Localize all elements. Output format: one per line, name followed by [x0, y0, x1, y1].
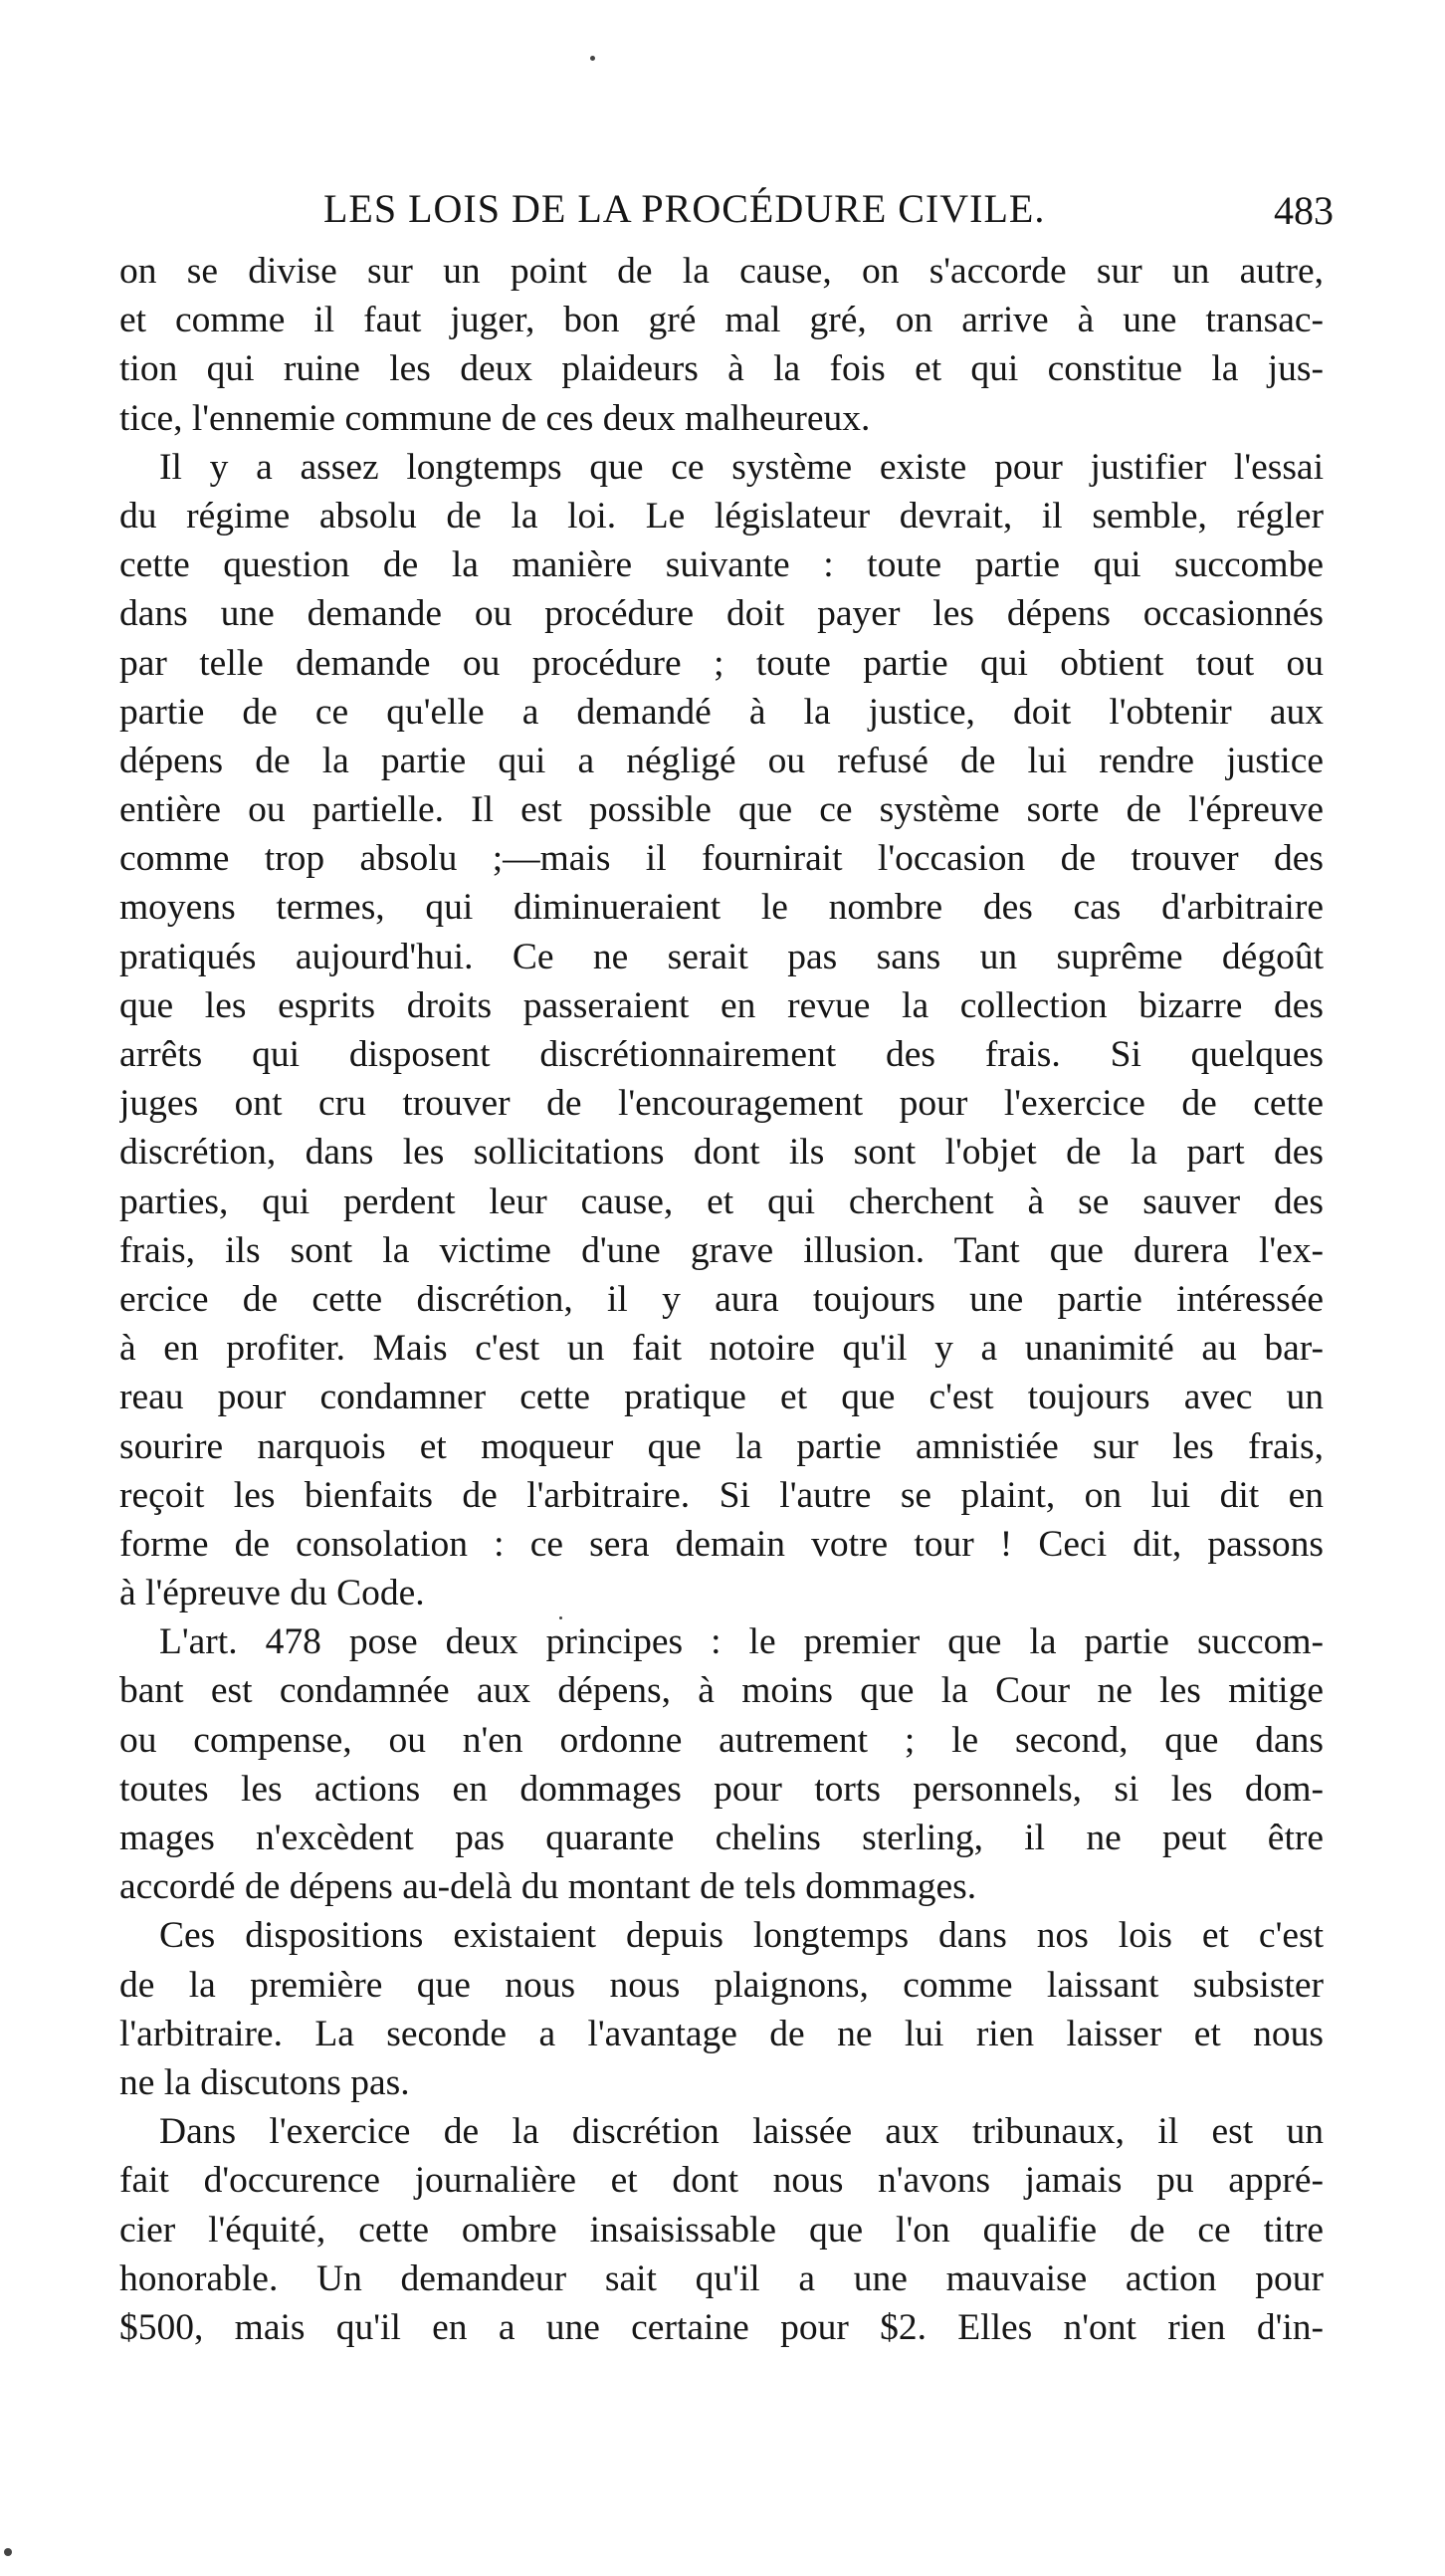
text-line: Il y a assez longtemps que ce système existe pour justifier l'essai	[159, 446, 1324, 488]
text-line: du régime absolu de la loi. Le législateur devrait, il semble, régler	[119, 495, 1324, 537]
text-line: L'art. 478 pose deux principes : le premier que la partie succom-	[159, 1621, 1324, 1663]
running-head	[119, 185, 1334, 241]
text-line: dans une demande ou procédure doit payer les dépens occasionnés	[119, 593, 1324, 635]
text-line: moyens termes, qui diminueraient le nombre des cas d'arbitraire	[119, 887, 1324, 929]
text-line: on se divise sur un point de la cause, on s'accorde sur un autre,	[119, 251, 1324, 292]
text-line: ercice de cette discrétion, il y aura toujours une partie intéressée	[119, 1278, 1324, 1320]
paragraph	[119, 1617, 1324, 1911]
text-body	[119, 247, 1324, 2352]
text-line: $500, mais qu'il en a une certaine pour $2. Elles n'ont rien d'in-	[119, 2306, 1324, 2348]
text-line: toutes les actions en dommages pour torts personnels, si les dom-	[119, 1768, 1324, 1810]
text-line: tice, l'ennemie commune de ces deux malheureux.	[119, 397, 871, 439]
text-line: Dans l'exercice de la discrétion laissée aux tribunaux, il est un	[159, 2111, 1324, 2153]
paragraph	[119, 2107, 1324, 2352]
text-line: arrêts qui disposent discrétionnairement des frais. Si quelques	[119, 1034, 1324, 1075]
text-line: à en profiter. Mais c'est un fait notoire qu'il y a unanimité au bar-	[119, 1328, 1324, 1370]
text-line: tion qui ruine les deux plaideurs à la fois et qui constitue la jus-	[119, 348, 1324, 390]
text-line: pratiqués aujourd'hui. Ce ne serait pas sans un suprême dégoût	[119, 936, 1324, 977]
paragraph	[119, 1911, 1324, 2107]
text-line: dépens de la partie qui a négligé ou refusé de lui rendre justice	[119, 740, 1324, 781]
text-line: ne la discutons pas.	[119, 2061, 410, 2103]
text-line: cier l'équité, cette ombre insaisissable que l'on qualifie de ce titre	[119, 2209, 1324, 2251]
text-line: et comme il faut juger, bon gré mal gré, on arrive à une transac-	[119, 300, 1324, 341]
text-line: honorable. Un demandeur sait qu'il a une mauvaise action pour	[119, 2257, 1324, 2299]
text-line: cette question de la manière suivante : toute partie qui succombe	[119, 544, 1324, 586]
text-line: frais, ils sont la victime d'une grave illusion. Tant que durera l'ex-	[119, 1229, 1324, 1271]
text-line: que les esprits droits passeraient en revue la collection bizarre des	[119, 984, 1324, 1026]
running-title: LES LOIS DE LA PROCÉDURE CIVILE.	[323, 186, 1046, 231]
text-line: de la première que nous nous plaignons, comme laissant subsister	[119, 1964, 1324, 2006]
ink-speck	[4, 2548, 12, 2556]
text-line: fait d'occurence journalière et dont nous n'avons jamais pu appré-	[119, 2160, 1324, 2202]
text-line: parties, qui perdent leur cause, et qui cherchent à se sauver des	[119, 1181, 1324, 1222]
text-line: par telle demande ou procédure ; toute partie qui obtient tout ou	[119, 642, 1324, 684]
text-line: juges ont cru trouver de l'encouragement pour l'exercice de cette	[119, 1083, 1324, 1125]
text-line: à l'épreuve du Code.	[119, 1573, 425, 1614]
text-line: ou compense, ou n'en ordonne autrement ; le second, que dans	[119, 1719, 1324, 1761]
text-line: accordé de dépens au-delà du montant de tels dommages.	[119, 1866, 977, 1908]
text-line: Ces dispositions existaient depuis longtemps dans nos lois et c'est	[159, 1915, 1324, 1957]
text-line: sourire narquois et moqueur que la partie amnistiée sur les frais,	[119, 1425, 1324, 1467]
text-line: discrétion, dans les sollicitations dont ils sont l'objet de la part des	[119, 1132, 1324, 1174]
text-line: entière ou partielle. Il est possible que ce système sorte de l'épreuve	[119, 789, 1324, 831]
text-line: bant est condamnée aux dépens, à moins que la Cour ne les mitige	[119, 1670, 1324, 1712]
text-line: forme de consolation : ce sera demain votre tour ! Ceci dit, passons	[119, 1523, 1324, 1565]
text-line: l'arbitraire. La seconde a l'avantage de ne lui rien laisser et nous	[119, 2013, 1324, 2054]
text-line: reçoit les bienfaits de l'arbitraire. Si l'autre se plaint, on lui dit en	[119, 1474, 1324, 1516]
paragraph	[119, 247, 1324, 443]
paragraph	[119, 443, 1324, 1618]
text-line: comme trop absolu ;—mais il fournirait l'occasion de trouver des	[119, 838, 1324, 880]
text-line: mages n'excèdent pas quarante chelins sterling, il ne peut être	[119, 1818, 1324, 1858]
text-line: partie de ce qu'elle a demandé à la justice, doit l'obtenir aux	[119, 691, 1324, 733]
ink-speck	[590, 56, 595, 61]
text-line: reau pour condamner cette pratique et que c'est toujours avec un	[119, 1377, 1324, 1418]
page-number: 483	[1274, 188, 1334, 233]
